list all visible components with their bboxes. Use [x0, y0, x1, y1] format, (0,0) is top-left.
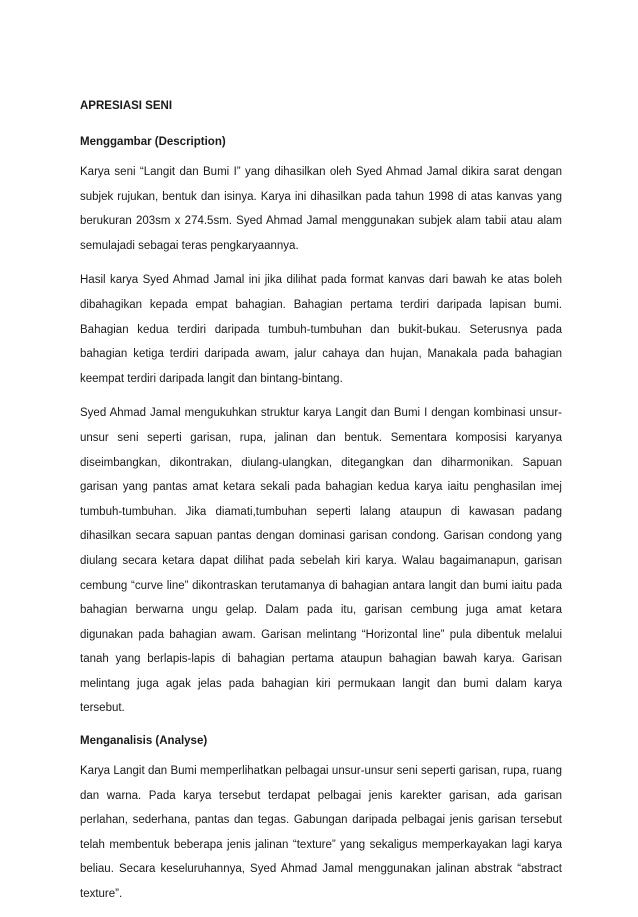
paragraph-2: Hasil karya Syed Ahmad Jamal ini jika dilihat pada format kanvas dari bawah ke atas boleh dibahagikan kepada empat bahagian. Bahagian pertama terdiri daripada lapisan bumi. Bahagian kedua terdiri daripada tumbuh-tumbuhan dan bukit-bukau. Seterusnya pada bahagian ketiga terdiri daripada awam, jalur cahaya dan hujan, Manakala pada bahagian keempat terdiri daripada langit dan bintang-bintang. — [80, 274, 562, 385]
paragraph-3: Syed Ahmad Jamal mengukuhkan struktur karya Langit dan Bumi I dengan kombinasi unsur-unsur seni seperti garisan, rupa, jalinan dan bentuk. Sementara komposisi karyanya diseimbangkan, dikontrakan, diulang-ulangkan, ditegangkan dan diharmonikan. Sapuan garisan yang pantas amat ketara sekali pada bahagian kedua karya iaitu penghasilan imej tumbuh-tumbuhan. Jika diamati,tumbuhan seperti lalang ataupun di kawasan padang dihasilkan secara sapuan pantas dengan dominasi garisan condong. Garisan condong yang diulang secara ketara dapat dilihat pada sebelah kiri karya. Walau bagaimanapun, garisan cembung “curve line” dikontraskan terutamanya di bahagian antara langit dan bumi iaitu pada bahagian berwarna ungu gelap. Dalam pada itu, garisan cembung juga amat ketara digunakan pada bahagian awam. Garisan melintang “Horizontal line” pula dibentuk melalui tanah yang berlapis-lapis di bahagian pertama ataupun bahagian bawah karya. Garisan melintang juga agak jelas pada bahagian kiri permukaan langit dan bumi dalam karya tersebut. — [80, 407, 562, 715]
section-heading-description: Menggambar (Description) — [80, 136, 226, 148]
document-title: APRESIASI SENI — [80, 100, 173, 112]
section-description — [80, 132, 562, 721]
paragraph-1: Karya seni “Langit dan Bumi I” yang dihasilkan oleh Syed Ahmad Jamal dikira sarat dengan subjek rujukan, bentuk dan isinya. Karya ini dihasilkan pada tahun 1998 di atas kanvas yang berukuran 203sm x 274.5sm. Syed Ahmad Jamal menggunakan subjek alam tabii atau alam semulajadi sebagai teras pengkaryaannya. — [80, 166, 562, 252]
paragraph-4: Karya Langit dan Bumi memperlihatkan pelbagai unsur-unsur seni seperti garisan, rupa, ruang dan warna. Pada karya tersebut terdapat pelbagai jenis karekter garisan, ada garisan perlahan, sederhana, pantas dan tegas. Gabungan daripada pelbagai jenis garisan tersebut telah membentuk beberapa jenis jalinan “texture” yang sekaligus memperkayakan lagi karya beliau. Secara keseluruhannya, Syed Ahmad Jamal menggunakan jalinan abstrak “abstract texture”. — [80, 765, 562, 901]
document-page — [80, 96, 562, 917]
section-analyse — [80, 731, 562, 907]
section-heading-analyse: Menganalisis (Analyse) — [80, 735, 208, 748]
